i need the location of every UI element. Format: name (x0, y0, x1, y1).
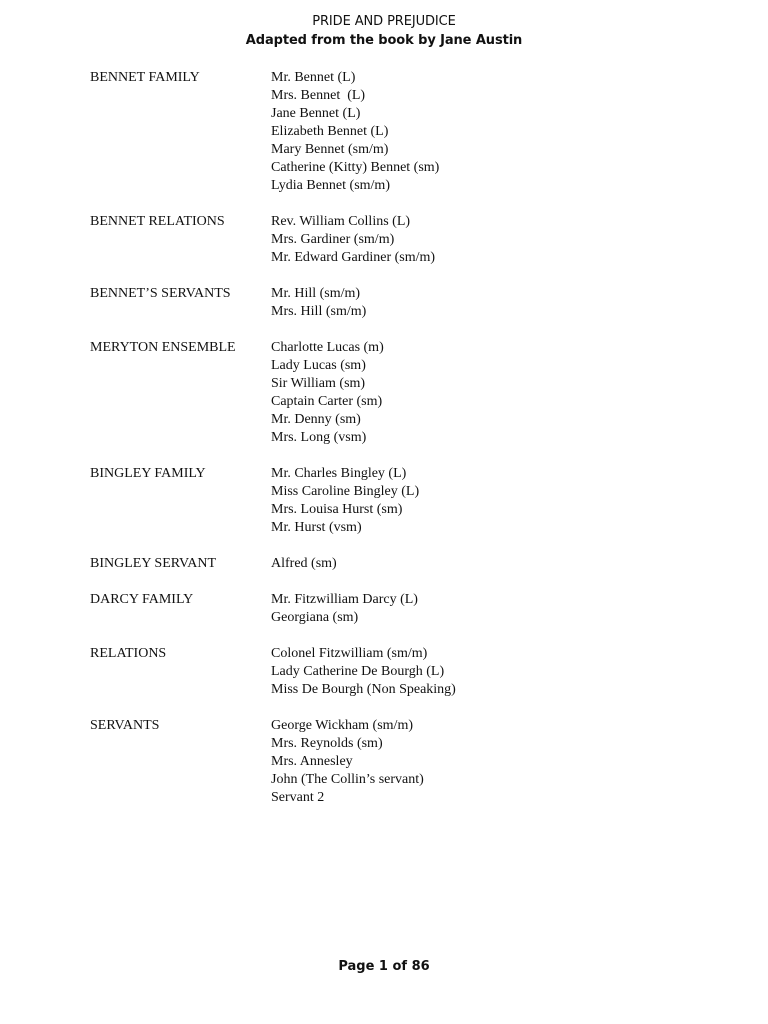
page-number: Page 1 of 86 (338, 959, 430, 974)
character-role: Catherine (Kitty) Bennet (sm) (271, 160, 440, 175)
character-role: Rev. William Collins (L) (271, 214, 411, 229)
character-role: Lady Catherine De Bourgh (L) (271, 664, 445, 679)
character-role: Captain Carter (sm) (271, 394, 383, 409)
character-role: Mrs. Bennet (L) (271, 88, 366, 103)
cast-group-roles (271, 339, 384, 447)
cast-group (90, 285, 690, 321)
character-role: Mr. Hurst (vsm) (271, 520, 362, 535)
cast-group-label: MERYTON ENSEMBLE (90, 340, 236, 355)
cast-group (90, 213, 690, 267)
cast-group-roles (271, 645, 456, 699)
character-role: Mrs. Louisa Hurst (sm) (271, 502, 403, 517)
character-role: John (The Collin’s servant) (271, 772, 424, 787)
cast-group-roles (271, 555, 337, 573)
character-role: Mr. Bennet (L) (271, 70, 356, 85)
cast-group (90, 591, 690, 627)
cast-group-label: DARCY FAMILY (90, 592, 194, 607)
cast-group (90, 339, 690, 447)
cast-group-label: BENNET’S SERVANTS (90, 286, 231, 301)
cast-group (90, 465, 690, 537)
cast-group (90, 555, 690, 573)
character-role: Charlotte Lucas (m) (271, 340, 384, 355)
cast-group-label: BINGLEY FAMILY (90, 466, 206, 481)
cast-group-roles (271, 213, 435, 267)
character-role: Mr. Edward Gardiner (sm/m) (271, 250, 436, 265)
cast-group-label: BENNET FAMILY (90, 70, 200, 85)
character-role: Mr. Denny (sm) (271, 412, 361, 427)
character-role: Sir William (sm) (271, 376, 366, 391)
cast-group-label: SERVANTS (90, 718, 160, 733)
character-role: Mr. Fitzwilliam Darcy (L) (271, 592, 418, 607)
character-role: Mrs. Reynolds (sm) (271, 736, 383, 751)
character-role: Mrs. Annesley (271, 754, 353, 769)
cast-group (90, 645, 690, 699)
page-header (0, 12, 768, 50)
cast-group-roles (271, 591, 418, 627)
cast-group-roles (271, 285, 366, 321)
document-subtitle: Adapted from the book by Jane Austin (245, 33, 523, 48)
character-role: George Wickham (sm/m) (271, 718, 413, 733)
cast-list (90, 69, 690, 825)
document-title: PRIDE AND PREJUDICE (312, 14, 456, 29)
character-role: Mrs. Long (vsm) (271, 430, 367, 445)
cast-group (90, 69, 690, 195)
character-role: Mary Bennet (sm/m) (271, 142, 389, 157)
character-role: Mrs. Gardiner (sm/m) (271, 232, 395, 247)
character-role: Lydia Bennet (sm/m) (271, 178, 390, 193)
character-role: Lady Lucas (sm) (271, 358, 366, 373)
character-role: Miss De Bourgh (Non Speaking) (271, 682, 456, 697)
character-role: Colonel Fitzwilliam (sm/m) (271, 646, 428, 661)
cast-group-roles (271, 69, 439, 195)
cast-group-roles (271, 717, 424, 807)
cast-group-label: BENNET RELATIONS (90, 214, 225, 229)
character-role: Mr. Hill (sm/m) (271, 286, 361, 301)
character-role: Jane Bennet (L) (271, 106, 361, 121)
cast-group-roles (271, 465, 419, 537)
character-role: Georgiana (sm) (271, 610, 359, 625)
character-role: Alfred (sm) (271, 556, 337, 571)
cast-group-label: BINGLEY SERVANT (90, 556, 217, 571)
character-role: Mrs. Hill (sm/m) (271, 304, 367, 319)
character-role: Elizabeth Bennet (L) (271, 124, 389, 139)
character-role: Servant 2 (271, 790, 325, 805)
cast-group (90, 717, 690, 807)
character-role: Mr. Charles Bingley (L) (271, 466, 407, 481)
character-role: Miss Caroline Bingley (L) (271, 484, 420, 499)
cast-group-label: RELATIONS (90, 646, 167, 661)
